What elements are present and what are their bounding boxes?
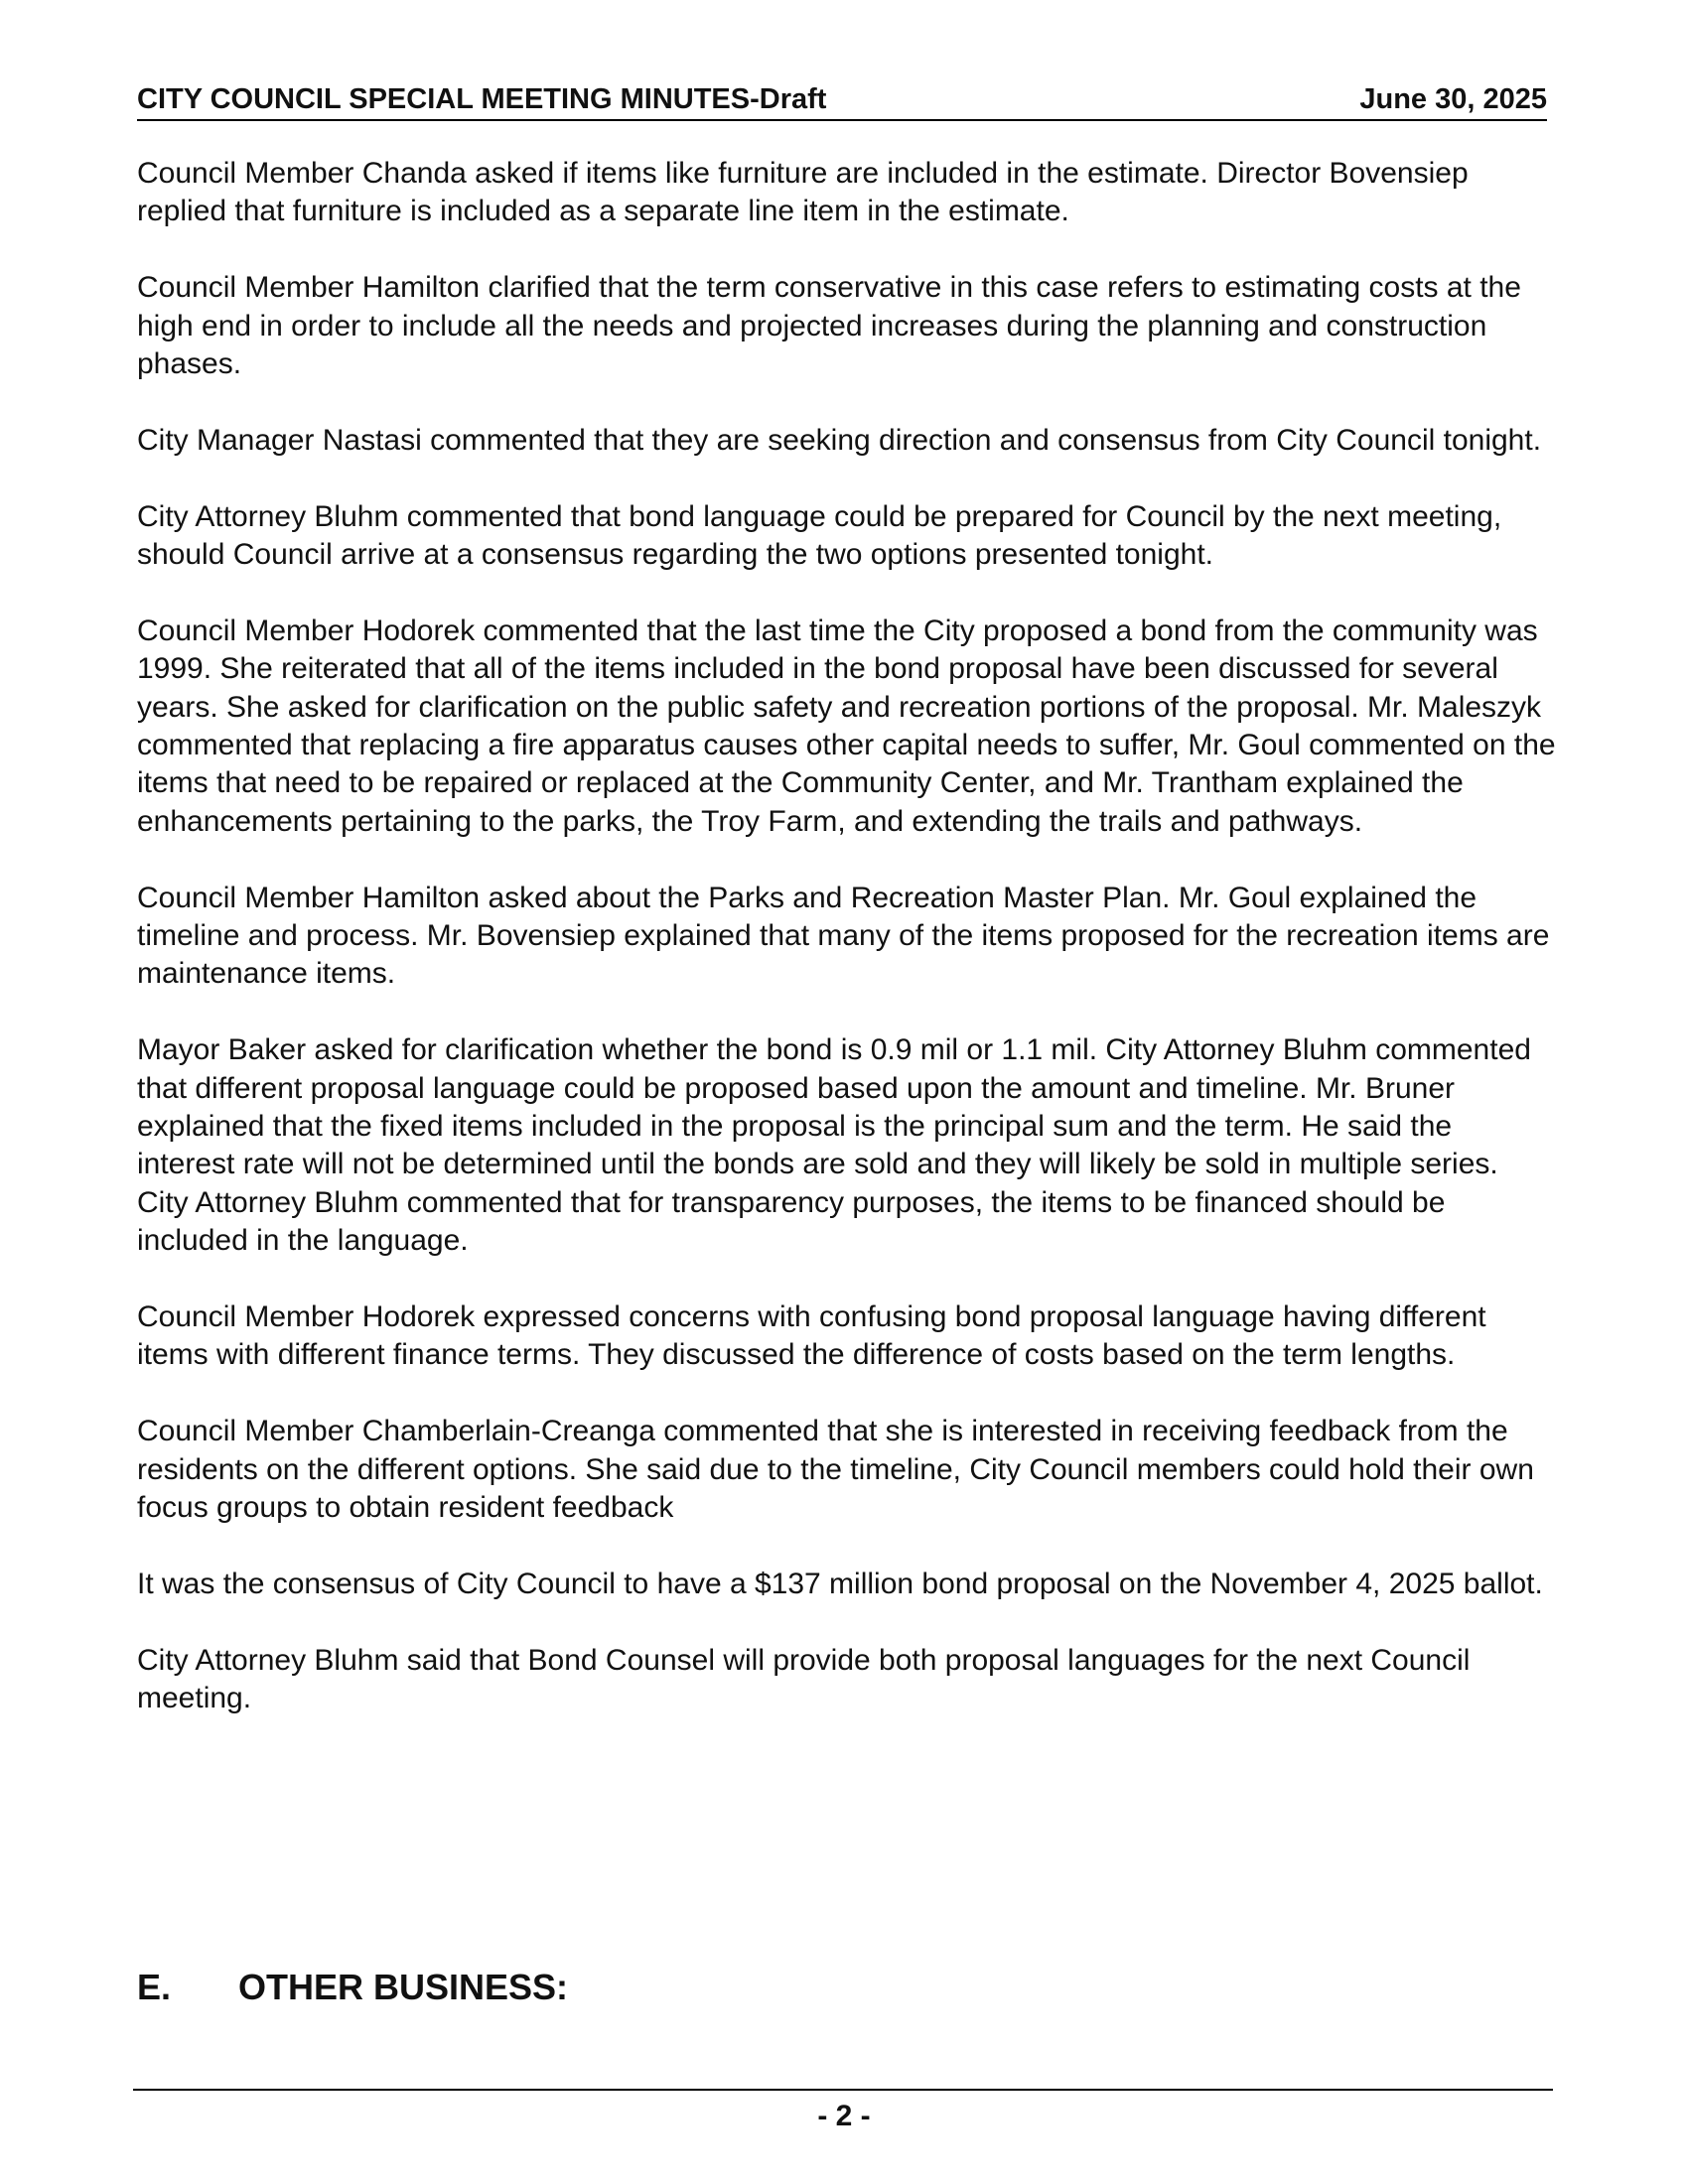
paragraph-consensus: It was the consensus of City Council to have a $137 million bond proposal on the November 4, 2025 ballot. bbox=[137, 1567, 1543, 1600]
meeting-date: June 30, 2025 bbox=[1359, 83, 1547, 115]
paragraph-hamilton-conservative: Council Member Hamilton clarified that the term conservative in this case refers to estimating costs at the high end in order to include all the needs and projected increases during the planning and construction phases. bbox=[137, 271, 1521, 381]
section-heading-other-business bbox=[137, 1966, 568, 2009]
paragraph-bluhm-bond-counsel: City Attorney Bluhm said that Bond Counsel will provide both proposal languages for the next Council meeting. bbox=[137, 1643, 1471, 1715]
document-title: CITY COUNCIL SPECIAL MEETING MINUTES-Draft bbox=[137, 83, 827, 115]
paragraph-chamberlain-creanga-feedback: Council Member Chamberlain-Creanga commented that she is interested in receiving feedback from the residents on the different options. She said due to the timeline, City Council members could hold their own focus groups to obtain resident feedback bbox=[137, 1415, 1534, 1525]
paragraph-hodorek-concerns: Council Member Hodorek expressed concerns with confusing bond proposal language having different items with different finance terms. They discussed the difference of costs based on the term lengths. bbox=[137, 1300, 1486, 1372]
paragraph-baker-clarification: Mayor Baker asked for clarification whether the bond is 0.9 mil or 1.1 mil. City Attorney Bluhm commented that different proposal language could be proposed based upon the amount and timeline. Mr. Bruner explained that the fixed items included in the proposal is the principal sum and the term. He said the interest rate will not be determined until the bonds are sold and they will likely be sold in multiple series. City Attorney Bluhm commented that for transparency purposes, the items to be financed should be included in the language. bbox=[137, 1033, 1531, 1258]
paragraph-bluhm-bond-language: City Attorney Bluhm commented that bond language could be prepared for Council by the next meeting, should Council arrive at a consensus regarding the two options presented tonight. bbox=[137, 499, 1502, 572]
paragraph-chanda-furniture: Council Member Chanda asked if items like furniture are included in the estimate. Director Bovensiep replied that furniture is included as a separate line item in the estimate. bbox=[137, 157, 1469, 228]
paragraph-hodorek-1999-bond: Council Member Hodorek commented that the last time the City proposed a bond from the community was 1999. She reiterated that all of the items included in the bond proposal have been discussed for several years. She asked for clarification on the public safety and recreation portions of the proposal. Mr. Maleszyk commented that replacing a fire apparatus causes other capital needs to suffer, Mr. Goul commented on the items that need to be repaired or replaced at the Community Center, and Mr. Trantham explained the enhancements pertaining to the parks, the Troy Farm, and extending the trails and pathways. bbox=[137, 614, 1556, 838]
section-title: OTHER BUSINESS: bbox=[238, 1967, 569, 2007]
page-header bbox=[137, 81, 1547, 121]
page-number: - 2 - bbox=[817, 2100, 871, 2132]
paragraph-hamilton-master-plan: Council Member Hamilton asked about the Parks and Recreation Master Plan. Mr. Goul explained the timeline and process. Mr. Bovensiep explained that many of the items proposed for the recreation items are maintenance items. bbox=[137, 881, 1550, 991]
footer-divider bbox=[133, 2089, 1553, 2091]
minutes-body bbox=[137, 155, 1557, 1756]
paragraph-nastasi-direction: City Manager Nastasi commented that they are seeking direction and consensus from City Council tonight. bbox=[137, 423, 1542, 457]
section-letter: E. bbox=[137, 1967, 172, 2007]
